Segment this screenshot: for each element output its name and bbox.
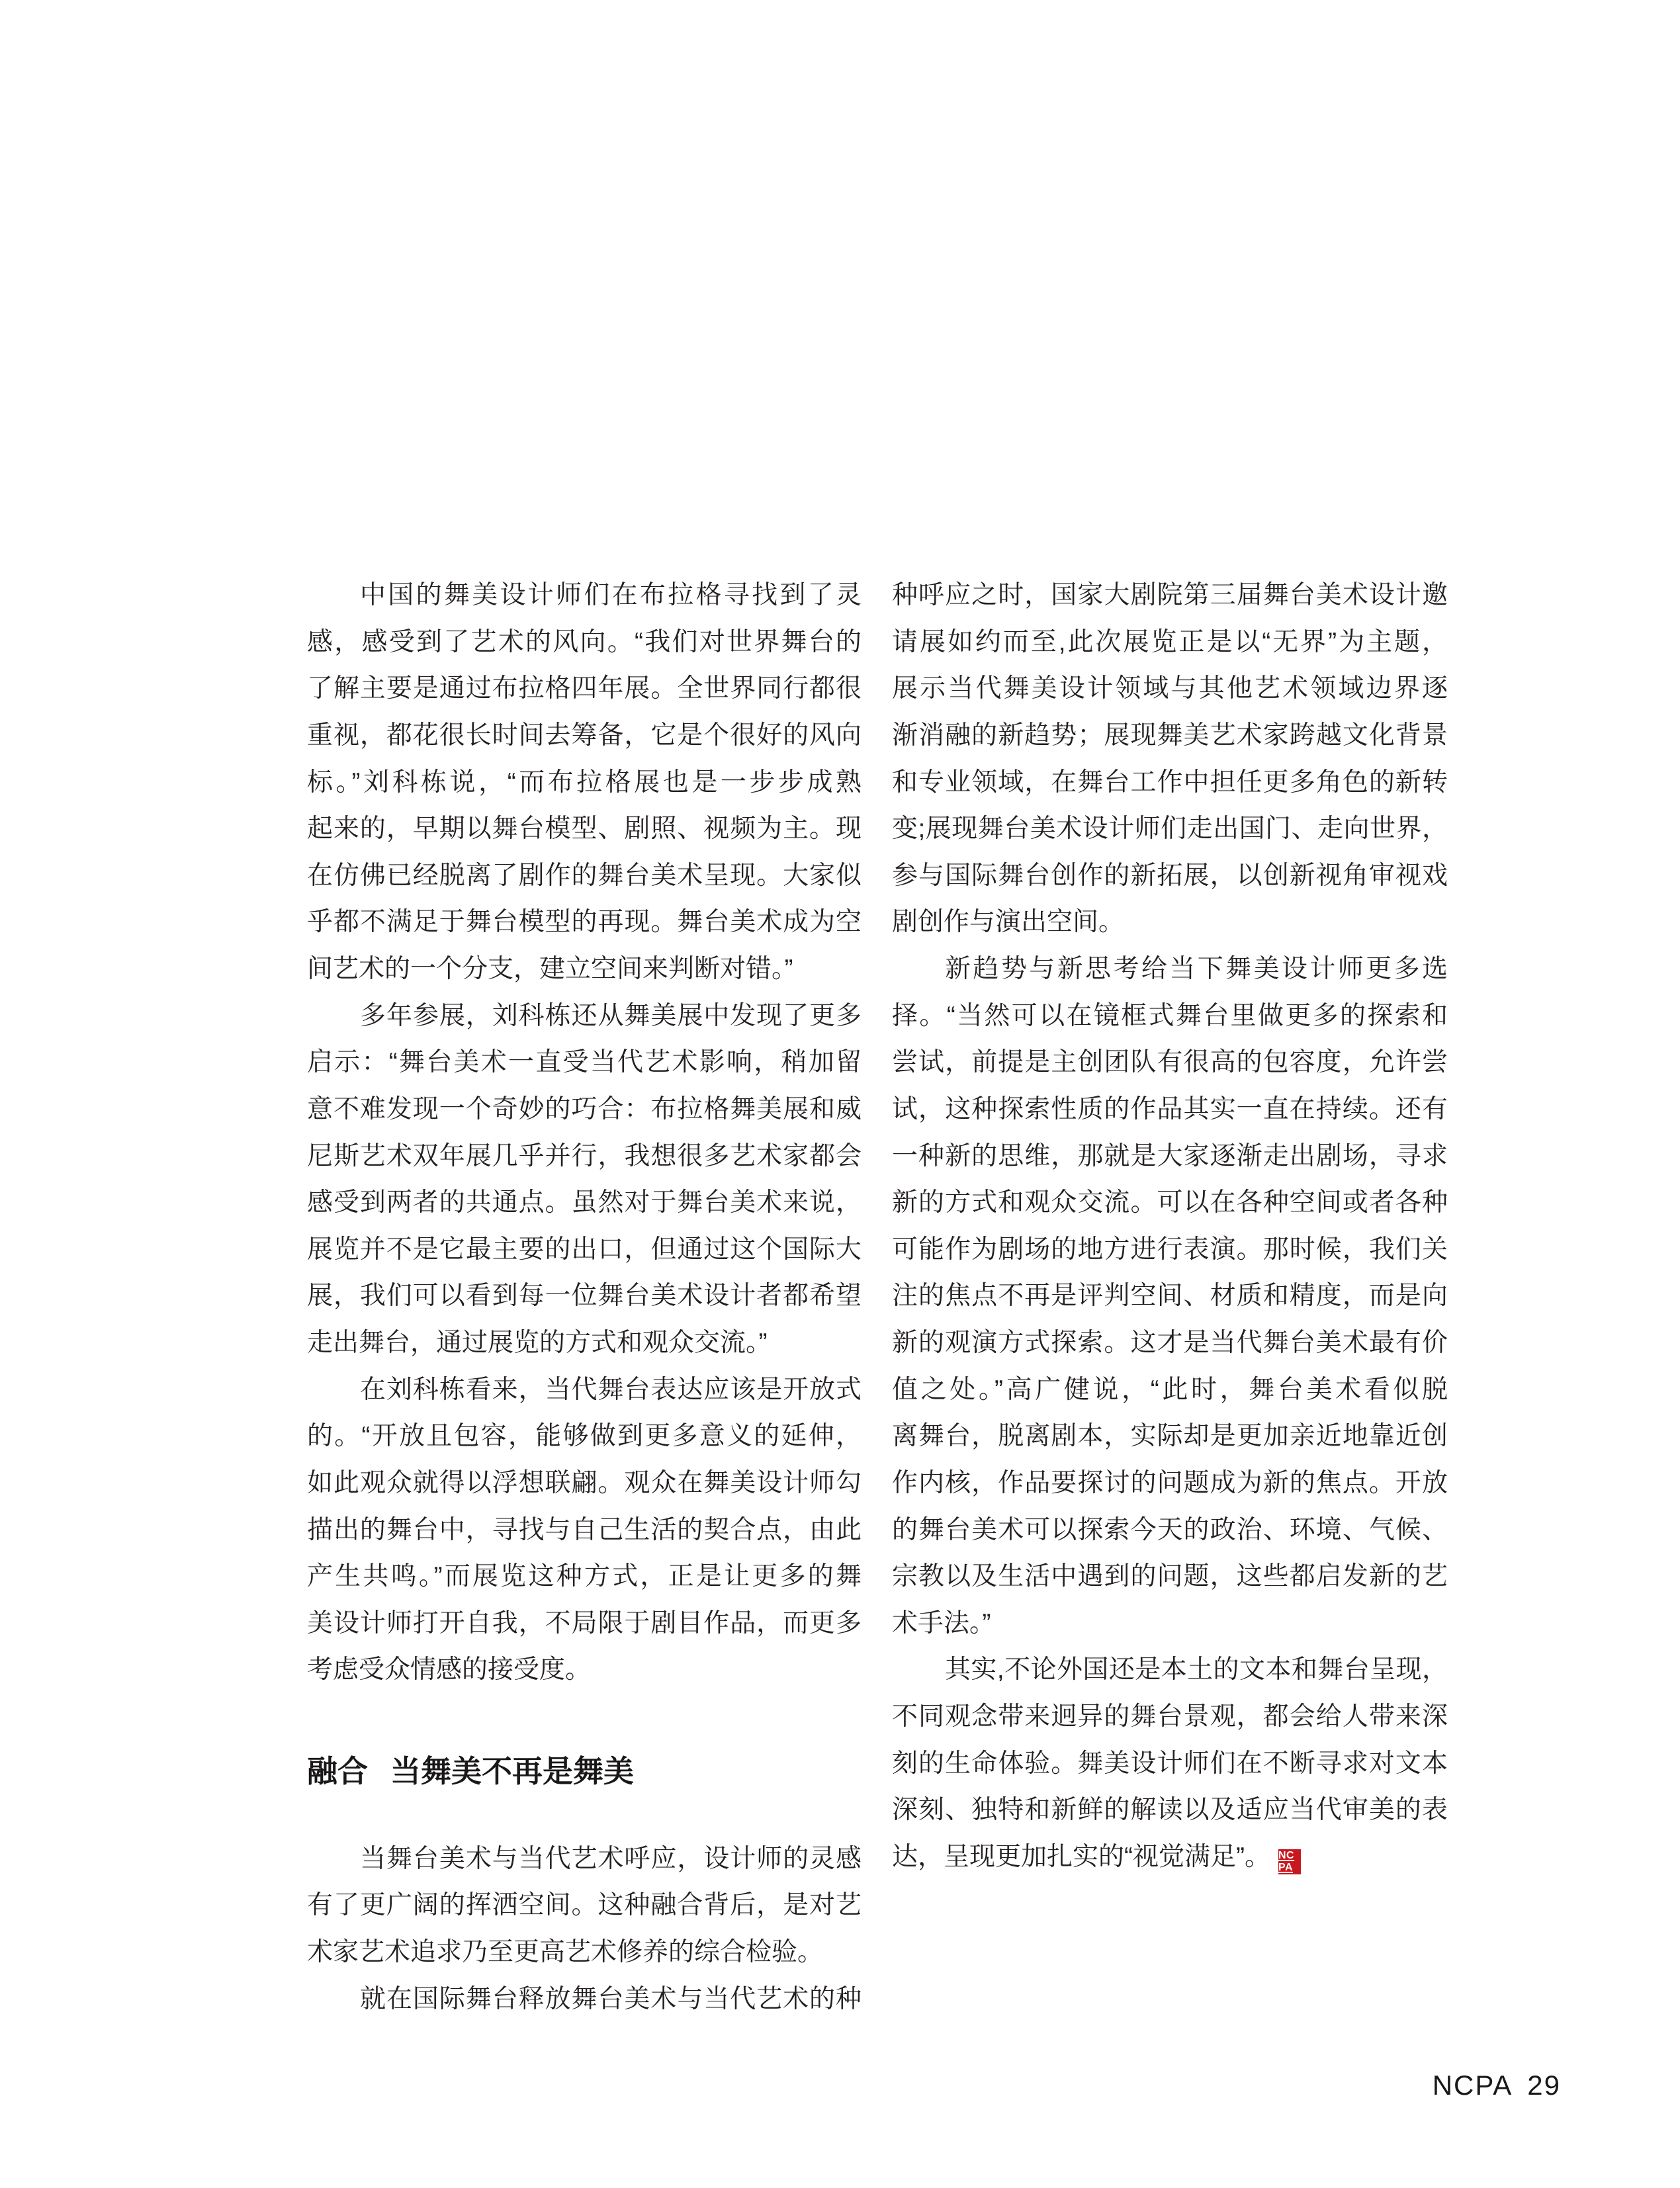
text-line — [892, 1460, 1448, 1507]
text-line — [307, 619, 862, 666]
ncpa-end-mark-row: NC — [1278, 1849, 1295, 1861]
text-line-content: 注的焦点不再是评判空间、材质和精度，而是向 — [892, 1282, 1448, 1311]
text-line — [892, 1553, 1448, 1600]
paragraph — [892, 572, 1448, 946]
text-line — [892, 1413, 1448, 1460]
text-line — [307, 1976, 862, 2023]
text-line-content: 一种新的思维，那就是大家逐渐走出剧场，寻求 — [892, 1141, 1448, 1170]
text-line — [892, 1694, 1448, 1741]
paragraph — [307, 572, 862, 993]
paragraph — [307, 1836, 862, 1976]
text-line — [307, 993, 862, 1040]
text-line-content: 值之处。”高广健说，“此时，舞台美术看似脱 — [892, 1375, 1448, 1404]
paragraph — [307, 1976, 862, 2023]
text-line-content: 乎都不满足于舞台模型的再现。舞台美术成为空 — [307, 908, 862, 937]
text-line-content: 多年参展，刘科栋还从舞美展中发现了更多 — [360, 1001, 862, 1030]
text-line — [892, 993, 1448, 1040]
text-line-content: 当舞台美术与当代艺术呼应，设计师的灵感 — [360, 1844, 862, 1873]
text-line — [307, 1133, 862, 1180]
text-line-content: 刻的生命体验。舞美设计师们在不断寻求对文本 — [892, 1749, 1448, 1778]
text-line-content: 尝试，前提是主创团队有很高的包容度，允许尝 — [892, 1048, 1448, 1077]
text-line-content: 意不难发现一个奇妙的巧合：布拉格舞美展和威 — [307, 1094, 862, 1123]
text-line-content: 起来的，早期以舞台模型、剧照、视频为主。现 — [307, 814, 862, 844]
text-line — [307, 1836, 862, 1883]
text-line-content: 描出的舞台中，寻找与自己生活的契合点，由此 — [307, 1515, 862, 1544]
text-line-content: 深刻、独特和新鲜的解读以及适应当代审美的表 — [892, 1796, 1448, 1825]
article-column-right — [892, 572, 1448, 1881]
text-line — [307, 1227, 862, 1274]
text-line — [892, 853, 1448, 900]
text-line — [307, 946, 862, 993]
text-line — [307, 1180, 862, 1227]
text-line — [892, 1367, 1448, 1414]
footer-brand: NCPA — [1432, 2070, 1513, 2101]
text-line-content: 离舞台，脱离剧本，实际却是更加亲近地靠近创 — [892, 1422, 1448, 1451]
text-line — [307, 572, 862, 619]
text-line — [892, 760, 1448, 807]
text-line-content: 重视，都花很长时间去筹备，它是个很好的风向 — [307, 721, 862, 750]
text-line — [307, 1086, 862, 1133]
text-line-content: 如此观众就得以浮想联翩。观众在舞美设计师勾 — [307, 1468, 862, 1497]
text-line-content: 术家艺术追求乃至更高艺术修养的综合检验。 — [307, 1937, 824, 1966]
text-line-content: 参与国际舞台创作的新拓展，以创新视角审视戏 — [892, 861, 1448, 890]
text-line-content: 可能作为剧场的地方进行表演。那时候，我们关 — [892, 1235, 1448, 1264]
text-line — [892, 572, 1448, 619]
text-line-content: 启示：“舞台美术一直受当代艺术影响，稍加留 — [307, 1048, 862, 1077]
text-line — [307, 1413, 862, 1460]
text-line-content: 变;展现舞台美术设计师们走出国门、走向世界， — [892, 814, 1448, 844]
text-line — [307, 1039, 862, 1086]
text-line — [892, 1180, 1448, 1227]
ncpa-end-mark-row: PA — [1278, 1861, 1294, 1873]
text-line-content: 展览并不是它最主要的出口，但通过这个国际大 — [307, 1235, 862, 1264]
text-line-content: 的。“开放且包容，能够做到更多意义的延伸， — [307, 1422, 862, 1451]
section-heading — [307, 1748, 862, 1795]
text-line — [892, 1039, 1448, 1086]
ncpa-end-mark-logo — [1278, 1849, 1301, 1874]
text-line — [892, 1787, 1448, 1834]
text-line-content: 新的观演方式探索。这才是当代舞台美术最有价 — [892, 1329, 1448, 1357]
text-line-content: 试，这种探索性质的作品其实一直在持续。还有 — [892, 1094, 1448, 1123]
text-line-content: 术手法。” — [892, 1608, 991, 1638]
text-line-content: 美设计师打开自我，不局限于剧目作品，而更多 — [307, 1608, 862, 1638]
text-line-content: 不同观念带来迥异的舞台景观，都会给人带来深 — [892, 1702, 1448, 1731]
text-line — [307, 1647, 862, 1694]
text-line-content: 其实,不论外国还是本土的文本和舞台呈现， — [945, 1655, 1448, 1685]
text-line-content: 剧创作与演出空间。 — [892, 908, 1125, 937]
text-line — [307, 1600, 862, 1647]
text-line-content: 达，呈现更加扎实的“视觉满足”。 — [892, 1842, 1270, 1871]
text-line-content: 产生共鸣。”而展览这种方式，正是让更多的舞 — [307, 1562, 862, 1591]
text-line — [892, 1834, 1448, 1881]
text-line — [307, 806, 862, 853]
text-line — [307, 1273, 862, 1320]
text-line — [892, 1133, 1448, 1180]
text-line — [892, 619, 1448, 666]
page-footer — [1433, 2070, 1561, 2101]
text-line — [892, 899, 1448, 946]
text-line-content: 请展如约而至,此次展览正是以“无界”为主题， — [892, 627, 1448, 656]
text-line — [307, 760, 862, 807]
text-line — [892, 666, 1448, 713]
text-line — [307, 1367, 862, 1414]
paragraph — [892, 946, 1448, 1647]
paragraph — [892, 1647, 1448, 1880]
text-line-content: 展示当代舞美设计领域与其他艺术领域边界逐 — [892, 674, 1448, 703]
text-line — [892, 1600, 1448, 1647]
text-line-content: 宗教以及生活中遇到的问题，这些都启发新的艺 — [892, 1562, 1448, 1591]
text-line-content: 和专业领域，在舞台工作中担任更多角色的新转 — [892, 767, 1448, 797]
text-line — [307, 1929, 862, 1976]
text-line-content: 标。”刘科栋说，“而布拉格展也是一步步成熟 — [307, 767, 862, 797]
text-line-content: 就在国际舞台释放舞台美术与当代艺术的种 — [360, 1984, 862, 2013]
text-line-content: 中国的舞美设计师们在布拉格寻找到了灵 — [360, 581, 862, 609]
page-number: 29 — [1527, 2070, 1561, 2101]
text-line-content: 感受到两者的共通点。虽然对于舞台美术来说， — [307, 1188, 862, 1217]
text-line-content: 走出舞台，通过展览的方式和观众交流。” — [307, 1329, 768, 1357]
text-line-content: 择。“当然可以在镜框式舞台里做更多的探索和 — [892, 1001, 1448, 1030]
text-line — [892, 713, 1448, 760]
text-line — [307, 713, 862, 760]
text-line — [892, 946, 1448, 993]
text-line-content: 新趋势与新思考给当下舞美设计师更多选 — [945, 955, 1448, 983]
text-line — [892, 1647, 1448, 1694]
text-line — [307, 1882, 862, 1929]
text-line — [892, 1320, 1448, 1367]
text-line — [307, 1460, 862, 1507]
paragraph — [307, 1367, 862, 1694]
text-line-content: 在刘科栋看来，当代舞台表达应该是开放式 — [360, 1375, 862, 1404]
text-line-content: 了解主要是通过布拉格四年展。全世界同行都很 — [307, 674, 862, 703]
text-line — [307, 1507, 862, 1554]
text-line-content: 新的方式和观众交流。可以在各种空间或者各种 — [892, 1188, 1448, 1217]
text-line — [892, 1273, 1448, 1320]
section-heading-kicker: 融合 — [307, 1754, 368, 1788]
text-line — [892, 1227, 1448, 1274]
text-line — [307, 1320, 862, 1367]
section-heading-title: 当舞美不再是舞美 — [390, 1754, 634, 1788]
text-line — [307, 666, 862, 713]
text-line-content: 有了更广阔的挥洒空间。这种融合背后，是对艺 — [307, 1891, 862, 1920]
text-line — [892, 806, 1448, 853]
text-line — [307, 899, 862, 946]
text-line-content: 种呼应之时，国家大剧院第三届舞台美术设计邀 — [892, 581, 1448, 609]
text-line — [892, 1086, 1448, 1133]
text-line-content: 展，我们可以看到每一位舞台美术设计者都希望 — [307, 1282, 862, 1311]
text-line — [892, 1507, 1448, 1554]
text-line — [307, 1553, 862, 1600]
text-line-content: 考虑受众情感的接受度。 — [307, 1655, 592, 1685]
text-line-content: 渐消融的新趋势；展现舞美艺术家跨越文化背景 — [892, 721, 1448, 750]
paragraph — [307, 993, 862, 1367]
text-line-content: 作内核，作品要探讨的问题成为新的焦点。开放 — [892, 1468, 1448, 1497]
text-line-content: 间艺术的一个分支，建立空间来判断对错。” — [307, 955, 793, 983]
text-line-content: 在仿佛已经脱离了剧作的舞台美术呈现。大家似 — [307, 861, 862, 890]
text-line — [307, 853, 862, 900]
text-line-content: 的舞台美术可以探索今天的政治、环境、气候、 — [892, 1515, 1448, 1544]
text-line-content: 尼斯艺术双年展几乎并行，我想很多艺术家都会 — [307, 1141, 862, 1170]
article-column-left — [307, 572, 862, 2023]
text-line — [892, 1741, 1448, 1788]
text-line-content: 感，感受到了艺术的风向。“我们对世界舞台的 — [307, 627, 862, 656]
